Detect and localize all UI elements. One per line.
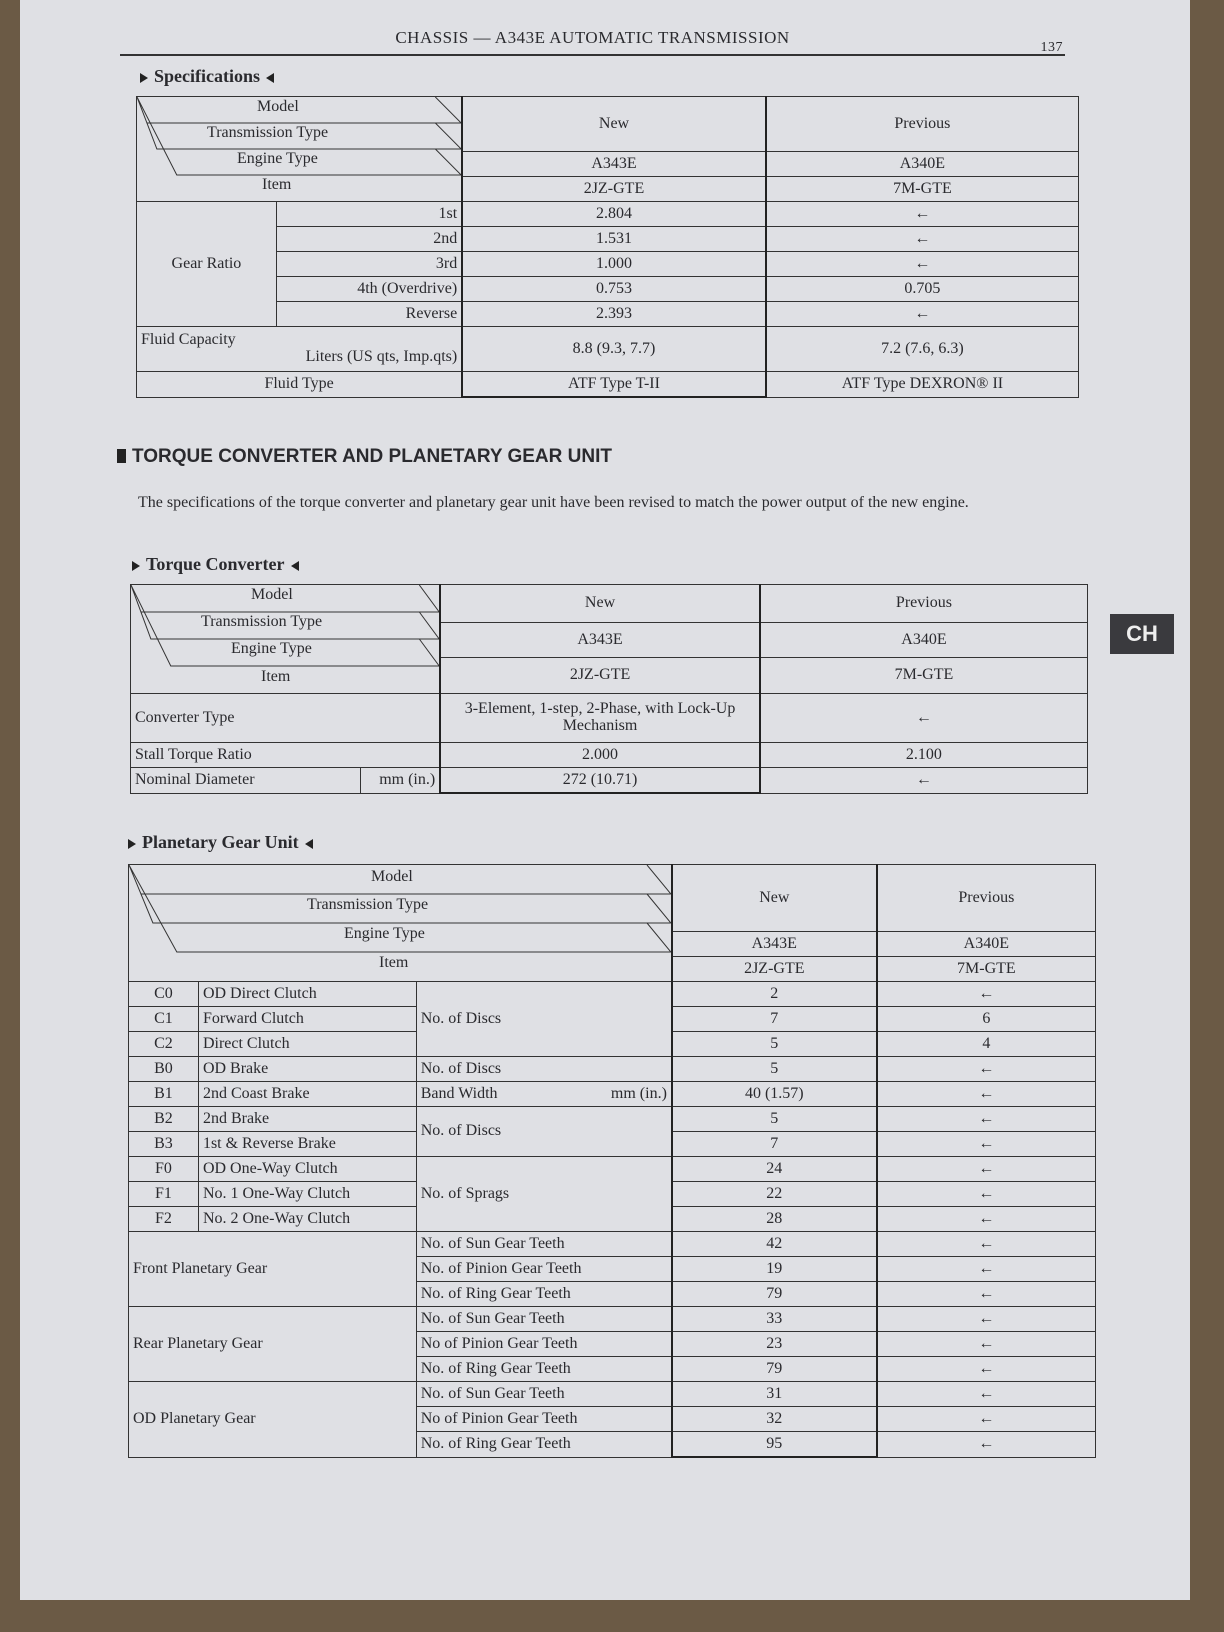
table-corner-header [131, 585, 441, 694]
prev-value: 6 [877, 1007, 1096, 1032]
component-code: F1 [129, 1182, 199, 1207]
gear-cell: 4th (Overdrive) [276, 277, 462, 302]
torque-converter-table [130, 584, 1088, 794]
prev-value: ← [877, 1107, 1096, 1132]
table-row [137, 302, 1079, 327]
fluid-capacity-unit: Liters (US qts, Imp.qts) [305, 348, 458, 365]
table-row [129, 1107, 1096, 1132]
new-value: 22 [672, 1182, 877, 1207]
new-value: 2.393 [462, 302, 766, 327]
corner-engine: Engine Type [344, 925, 425, 942]
new-value: 28 [672, 1207, 877, 1232]
fluid-type-label: Fluid Type [137, 372, 463, 398]
item-cell: Nominal Diameter [131, 768, 361, 794]
chapter-tab: CH [1110, 614, 1174, 654]
prev-value: ← [877, 1207, 1096, 1232]
component-code: C0 [129, 982, 199, 1007]
col-new: New [440, 585, 760, 623]
gear-cell: 3rd [276, 252, 462, 277]
table-row [137, 372, 1079, 398]
prev-value: 2.100 [760, 743, 1088, 768]
component-code: B3 [129, 1132, 199, 1157]
new-value: 7 [672, 1007, 877, 1032]
col-previous: Previous [760, 585, 1088, 623]
header-title: CHASSIS — A343E AUTOMATIC TRANSMISSION [395, 28, 790, 47]
component-name: 2nd Coast Brake [198, 1082, 416, 1107]
prev-value: ← [877, 1307, 1096, 1332]
component-name: Direct Clutch [198, 1032, 416, 1057]
section-title: TORQUE CONVERTER AND PLANETARY GEAR UNIT [117, 446, 612, 468]
new-value: 1.531 [462, 227, 766, 252]
new-value: 79 [672, 1282, 877, 1307]
spec-label: No. of Ring Gear Teeth [416, 1432, 672, 1458]
prev-value: ← [877, 1157, 1096, 1182]
prev-value: ← [760, 768, 1088, 794]
new-value: 0.753 [462, 277, 766, 302]
new-transmission: A343E [440, 622, 760, 658]
spec-label: No. of Pinion Gear Teeth [416, 1257, 672, 1282]
corner-model: Model [257, 98, 299, 115]
component-code: C2 [129, 1032, 199, 1057]
prev-transmission: A340E [766, 152, 1079, 177]
gear-set-name: Rear Planetary Gear [129, 1307, 417, 1382]
table-row [129, 1232, 1096, 1257]
prev-value: ← [877, 1332, 1096, 1357]
prev-value: ← [877, 1057, 1096, 1082]
new-value: 40 (1.57) [672, 1082, 877, 1107]
prev-transmission: A340E [877, 932, 1096, 957]
prev-engine: 7M-GTE [760, 658, 1088, 694]
col-previous: Previous [766, 97, 1079, 152]
prev-value: ← [877, 1182, 1096, 1207]
prev-value: ← [766, 302, 1079, 327]
spec-label: Band Width mm (in.) [416, 1082, 672, 1107]
prev-value: ← [766, 227, 1079, 252]
component-name: 2nd Brake [198, 1107, 416, 1132]
new-value: 2 [672, 982, 877, 1007]
section-paragraph: The specifications of the torque converter and planetary gear unit have been revised to match the power output of the new engine. [138, 494, 969, 511]
spec-label: No of Pinion Gear Teeth [416, 1332, 672, 1357]
prev-value: ← [760, 694, 1088, 743]
spec-label: No. of Sun Gear Teeth [416, 1382, 672, 1407]
new-engine: 2JZ-GTE [462, 177, 766, 202]
fluid-capacity-cell [137, 327, 463, 372]
new-transmission: A343E [462, 152, 766, 177]
table-row [129, 1382, 1096, 1407]
torque-converter-label: Torque Converter [132, 554, 299, 575]
spec-label: No. of Sun Gear Teeth [416, 1307, 672, 1332]
prev-engine: 7M-GTE [766, 177, 1079, 202]
corner-item: Item [379, 954, 409, 971]
new-value: 42 [672, 1232, 877, 1257]
planetary-gear-table [128, 864, 1096, 1458]
gear-set-name: Front Planetary Gear [129, 1232, 417, 1307]
new-value: 1.000 [462, 252, 766, 277]
prev-value: ← [766, 252, 1079, 277]
prev-transmission: A340E [760, 622, 1088, 658]
component-code: F0 [129, 1157, 199, 1182]
new-value: 2.804 [462, 202, 766, 227]
new-engine: 2JZ-GTE [440, 658, 760, 694]
new-value: 32 [672, 1407, 877, 1432]
spec-label: No. of Discs [416, 1057, 672, 1082]
corner-transmission: Transmission Type [207, 124, 329, 141]
table-row [129, 1307, 1096, 1332]
component-name: OD Direct Clutch [198, 982, 416, 1007]
prev-value: 7.2 (7.6, 6.3) [766, 327, 1079, 372]
component-code: C1 [129, 1007, 199, 1032]
new-value: 272 (10.71) [440, 768, 760, 794]
new-value: 31 [672, 1382, 877, 1407]
new-value: 5 [672, 1057, 877, 1082]
table-row [137, 202, 1079, 227]
new-value: 95 [672, 1432, 877, 1458]
component-name: Forward Clutch [198, 1007, 416, 1032]
new-value: 5 [672, 1107, 877, 1132]
item-cell: Stall Torque Ratio [131, 743, 441, 768]
prev-value: 4 [877, 1032, 1096, 1057]
spec-label: No. of Ring Gear Teeth [416, 1357, 672, 1382]
specifications-label: Specifications [140, 66, 274, 87]
table-corner-header [137, 97, 463, 202]
triangle-right-icon [128, 839, 136, 849]
spec-label: No. of Sun Gear Teeth [416, 1232, 672, 1257]
gear-cell: 2nd [276, 227, 462, 252]
prev-value: 0.705 [766, 277, 1079, 302]
table-row [137, 252, 1079, 277]
new-value: 33 [672, 1307, 877, 1332]
table-row [131, 768, 1088, 794]
new-value: 24 [672, 1157, 877, 1182]
gear-cell: Reverse [276, 302, 462, 327]
corner-item: Item [262, 176, 292, 193]
triangle-right-icon [140, 73, 148, 83]
spec-label: No. of Sprags [416, 1157, 672, 1232]
component-code: B1 [129, 1082, 199, 1107]
table-corner-header [129, 865, 672, 982]
corner-model: Model [251, 586, 293, 603]
component-name: No. 2 One-Way Clutch [198, 1207, 416, 1232]
triangle-right-icon [132, 561, 140, 571]
prev-value: ← [877, 1082, 1096, 1107]
table-row [131, 743, 1088, 768]
triangle-left-icon [291, 561, 299, 571]
component-code: B2 [129, 1107, 199, 1132]
new-engine: 2JZ-GTE [672, 957, 877, 982]
spec-label: No. of Discs [416, 982, 672, 1057]
table-row [129, 1157, 1096, 1182]
fluid-capacity-label: Fluid Capacity [141, 331, 236, 349]
col-new: New [672, 865, 877, 932]
new-value: 2.000 [440, 743, 760, 768]
new-value: 5 [672, 1032, 877, 1057]
gear-cell: 1st [276, 202, 462, 227]
component-code: B0 [129, 1057, 199, 1082]
corner-transmission: Transmission Type [307, 896, 429, 913]
new-value: ATF Type T-II [462, 372, 766, 398]
spec-label: No. of Discs [416, 1107, 672, 1157]
square-bullet-icon [117, 449, 126, 463]
component-name: OD One-Way Clutch [198, 1157, 416, 1182]
prev-value: ← [877, 1232, 1096, 1257]
col-previous: Previous [877, 865, 1096, 932]
table-row [137, 277, 1079, 302]
table-row [129, 1057, 1096, 1082]
page-header [120, 18, 1065, 56]
gear-ratio-label: Gear Ratio [137, 202, 277, 327]
specifications-table [136, 96, 1079, 398]
table-row [137, 227, 1079, 252]
table-row [129, 1082, 1096, 1107]
unit-cell: mm (in.) [360, 768, 440, 794]
component-name: OD Brake [198, 1057, 416, 1082]
corner-transmission: Transmission Type [201, 613, 323, 630]
corner-engine: Engine Type [237, 150, 318, 167]
triangle-left-icon [266, 73, 274, 83]
prev-value: ATF Type DEXRON® II [766, 372, 1079, 398]
table-row [137, 327, 1079, 372]
item-cell: Converter Type [131, 694, 441, 743]
component-code: F2 [129, 1207, 199, 1232]
prev-value: ← [877, 1132, 1096, 1157]
prev-engine: 7M-GTE [877, 957, 1096, 982]
new-value: 7 [672, 1132, 877, 1157]
prev-value: ← [877, 1407, 1096, 1432]
planetary-gear-unit-label: Planetary Gear Unit [128, 832, 313, 853]
new-value: 79 [672, 1357, 877, 1382]
prev-value: ← [877, 1282, 1096, 1307]
prev-value: ← [877, 982, 1096, 1007]
new-value: 8.8 (9.3, 7.7) [462, 327, 766, 372]
corner-engine: Engine Type [231, 640, 312, 657]
new-value: 23 [672, 1332, 877, 1357]
table-row [129, 982, 1096, 1007]
prev-value: ← [877, 1382, 1096, 1407]
spec-label: No of Pinion Gear Teeth [416, 1407, 672, 1432]
spec-label: No. of Ring Gear Teeth [416, 1282, 672, 1307]
gear-set-name: OD Planetary Gear [129, 1382, 417, 1458]
component-name: 1st & Reverse Brake [198, 1132, 416, 1157]
prev-value: ← [877, 1432, 1096, 1458]
new-value: 19 [672, 1257, 877, 1282]
triangle-left-icon [305, 839, 313, 849]
component-name: No. 1 One-Way Clutch [198, 1182, 416, 1207]
prev-value: ← [877, 1257, 1096, 1282]
corner-model: Model [371, 868, 413, 885]
table-row [131, 694, 1088, 743]
prev-value: ← [877, 1357, 1096, 1382]
col-new: New [462, 97, 766, 152]
new-value: 3-Element, 1-step, 2-Phase, with Lock-Up Mechanism [440, 694, 760, 743]
page-number: 137 [1040, 40, 1063, 55]
corner-item: Item [261, 668, 291, 685]
new-transmission: A343E [672, 932, 877, 957]
prev-value: ← [766, 202, 1079, 227]
